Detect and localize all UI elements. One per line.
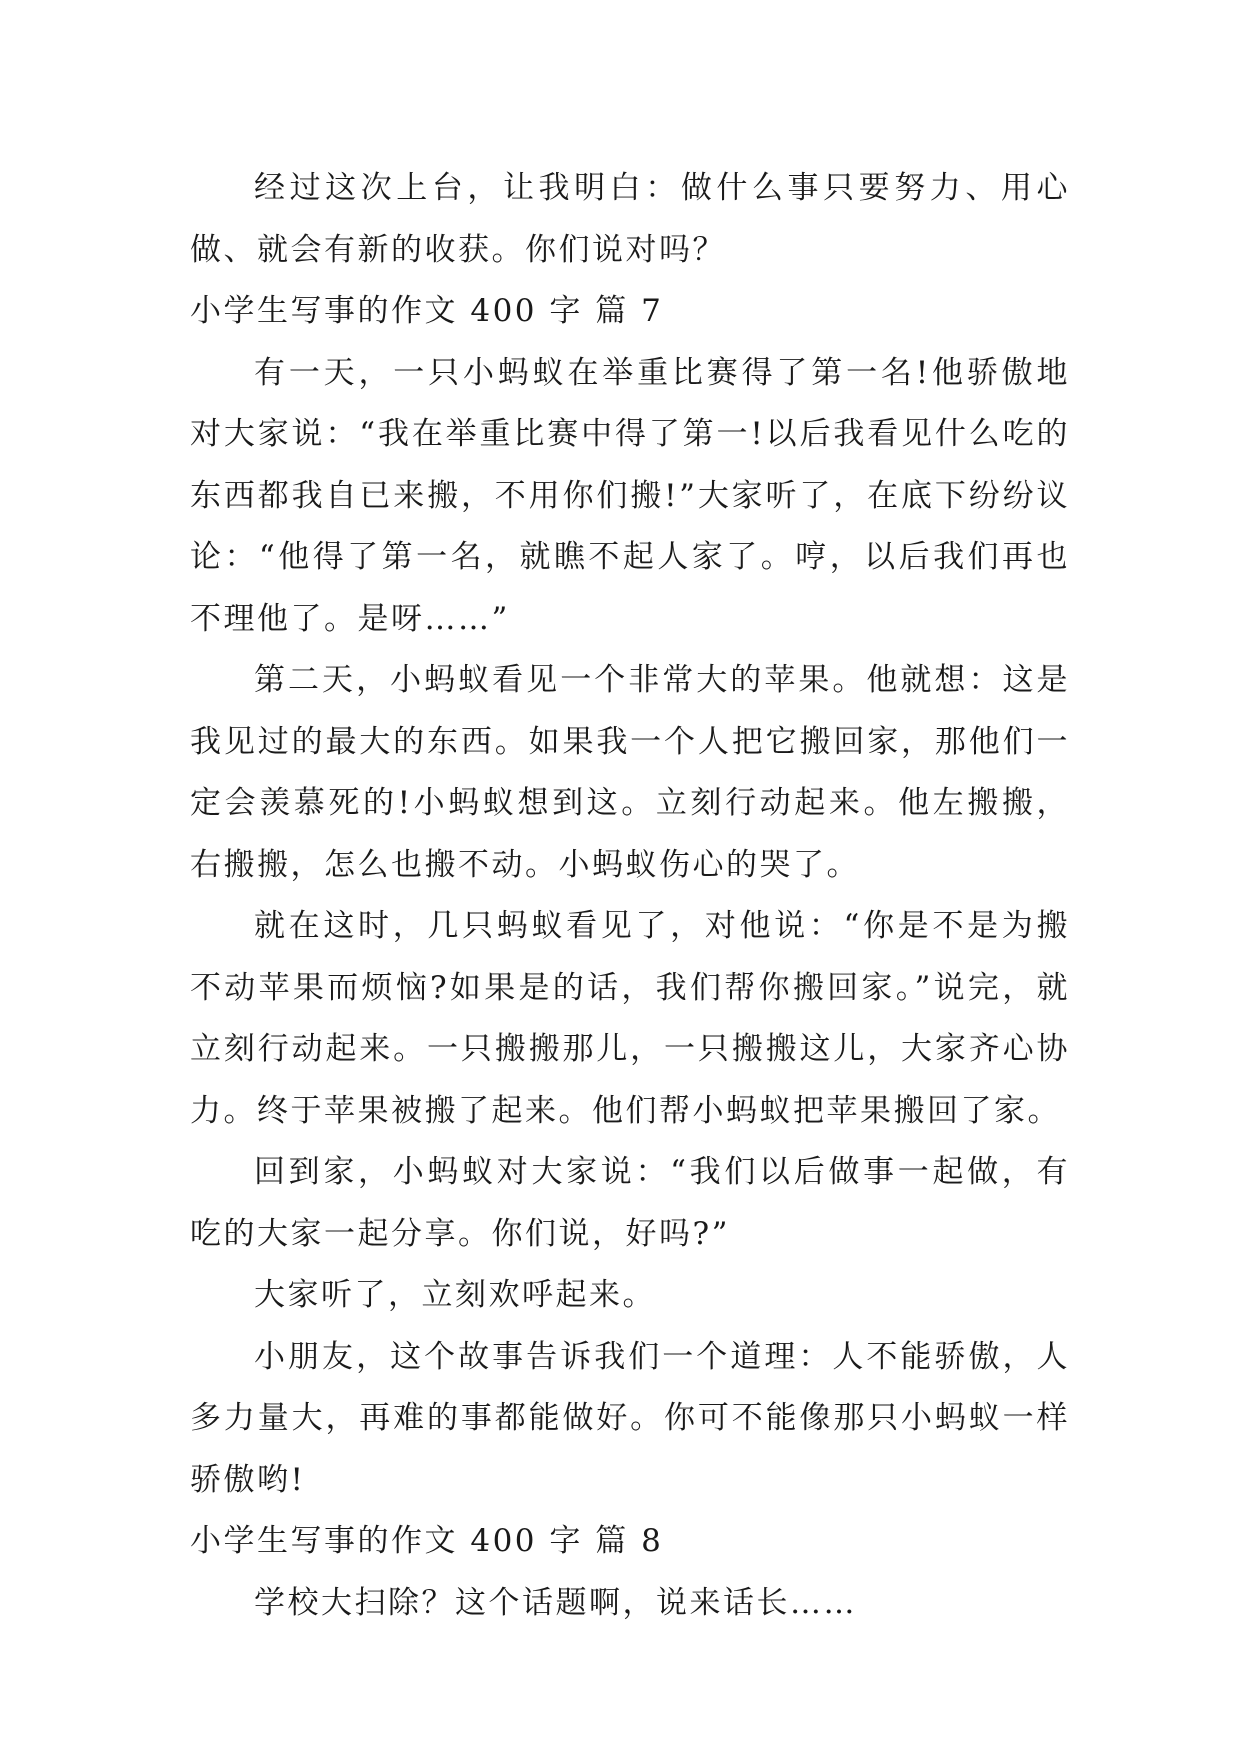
paragraph: 学校大扫除？这个话题啊，说来话长…… (254, 1584, 857, 1621)
paragraph: 大家听了，立刻欢呼起来。 (254, 1277, 656, 1313)
paragraph: 有一天，一只小蚂蚁在举重比赛得了第一名!他骄傲地对大家说：“我在举重比赛中得了第一!以后我看见什么吃的东西都我自已来搬，不用你们搬!”大家听了，在底下纷纷议论：“他得了第一名，就瞧不起人家了。哼，以后我们再也不理他了。是呀……” (190, 354, 1070, 637)
document-body (190, 158, 1070, 1634)
paragraph: 回到家，小蚂蚁对大家说：“我们以后做事一起做，有吃的大家一起分享。你们说，好吗?” (190, 1154, 1070, 1252)
paragraph: 第二天，小蚂蚁看见一个非常大的苹果。他就想：这是我见过的最大的东西。如果我一个人把它搬回家，那他们一定会羡慕死的!小蚂蚁想到这。立刻行动起来。他左搬搬，右搬搬，怎么也搬不动。小蚂蚁伤心的哭了。 (190, 662, 1070, 883)
paragraph: 经过这次上台，让我明白：做什么事只要努力、用心做、就会有新的收获。你们说对吗？ (190, 170, 1070, 268)
paragraph: 小朋友，这个故事告诉我们一个道理：人不能骄傲，人多力量大，再难的事都能做好。你可不能像那只小蚂蚁一样骄傲哟! (190, 1338, 1070, 1498)
section-heading-8: 小学生写事的作文 400 字 篇 8 (190, 1523, 664, 1559)
paragraph: 就在这时，几只蚂蚁看见了，对他说：“你是不是为搬不动苹果而烦恼?如果是的话，我们帮你搬回家。”说完，就立刻行动起来。一只搬搬那儿，一只搬搬这儿，大家齐心协力。终于苹果被搬了起来。他们帮小蚂蚁把苹果搬回了家。 (190, 908, 1070, 1129)
section-heading-7: 小学生写事的作文 400 字 篇 7 (190, 293, 664, 329)
